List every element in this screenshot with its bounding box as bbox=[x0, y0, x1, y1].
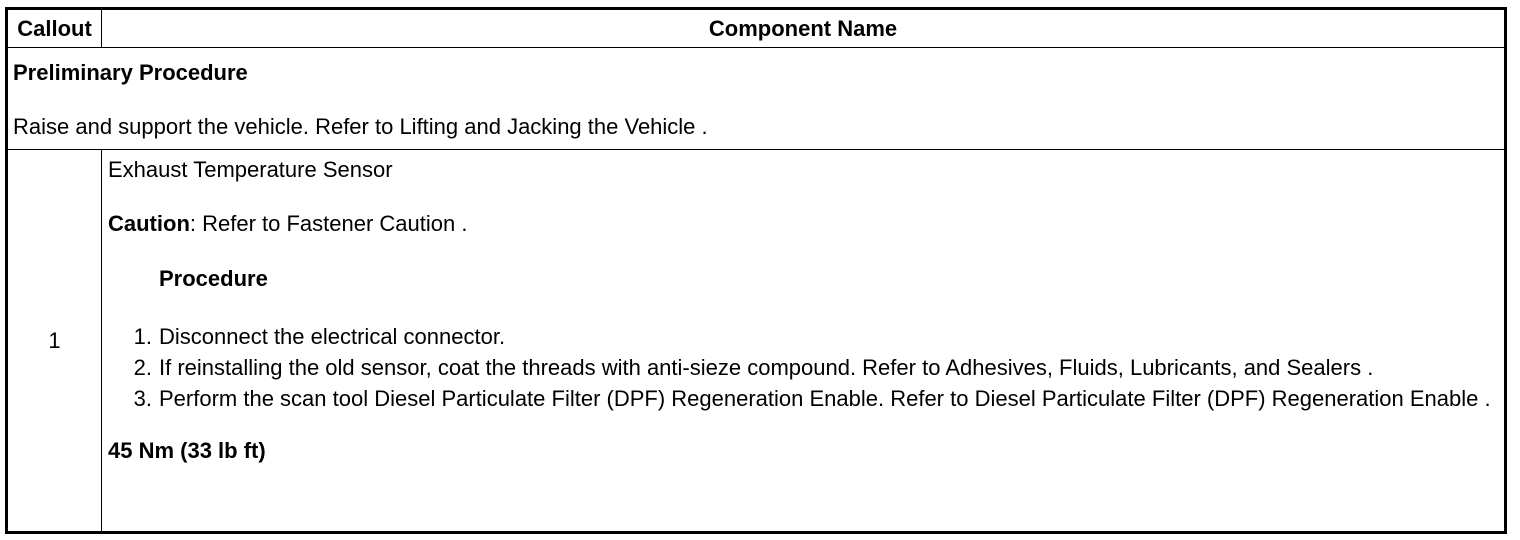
step-number: 3. bbox=[133, 386, 152, 411]
procedure-title: Procedure bbox=[159, 266, 268, 291]
preliminary-cell bbox=[8, 48, 1505, 150]
caution-label: Caution bbox=[108, 211, 190, 236]
preliminary-title: Preliminary Procedure bbox=[13, 60, 248, 85]
procedure-table bbox=[5, 7, 1507, 534]
step-text: If reinstalling the old sensor, coat the threads with anti-sieze compound. Refer to Adhesives, Fluids, Lubricants, and Sealers . bbox=[159, 355, 1374, 380]
step-number: 2. bbox=[133, 355, 152, 380]
step-number: 1. bbox=[133, 324, 152, 349]
torque-spec: 45 Nm (33 lb ft) bbox=[108, 438, 266, 463]
list-item bbox=[133, 383, 1494, 414]
caution-text: : Refer to Fastener Caution . bbox=[189, 211, 468, 236]
preliminary-row bbox=[8, 48, 1505, 150]
callout-header: Callout bbox=[8, 10, 102, 48]
list-item bbox=[133, 321, 1494, 352]
header-row bbox=[8, 10, 1505, 48]
component-name: Exhaust Temperature Sensor bbox=[108, 157, 393, 182]
procedure-steps bbox=[108, 321, 1494, 414]
table-row bbox=[8, 150, 1505, 532]
preliminary-text: Raise and support the vehicle. Refer to Lifting and Jacking the Vehicle . bbox=[13, 114, 708, 139]
component-table bbox=[7, 9, 1505, 532]
step-text: Disconnect the electrical connector. bbox=[159, 324, 506, 349]
list-item bbox=[133, 352, 1494, 383]
step-text: Perform the scan tool Diesel Particulate Filter (DPF) Regeneration Enable. Refer to Diesel Particulate Filter (DPF) Regeneration Enable . bbox=[159, 386, 1491, 411]
component-cell bbox=[102, 150, 1505, 532]
component-name-header: Component Name bbox=[102, 10, 1505, 48]
caution-note bbox=[108, 211, 1494, 237]
callout-number: 1 bbox=[8, 150, 102, 532]
